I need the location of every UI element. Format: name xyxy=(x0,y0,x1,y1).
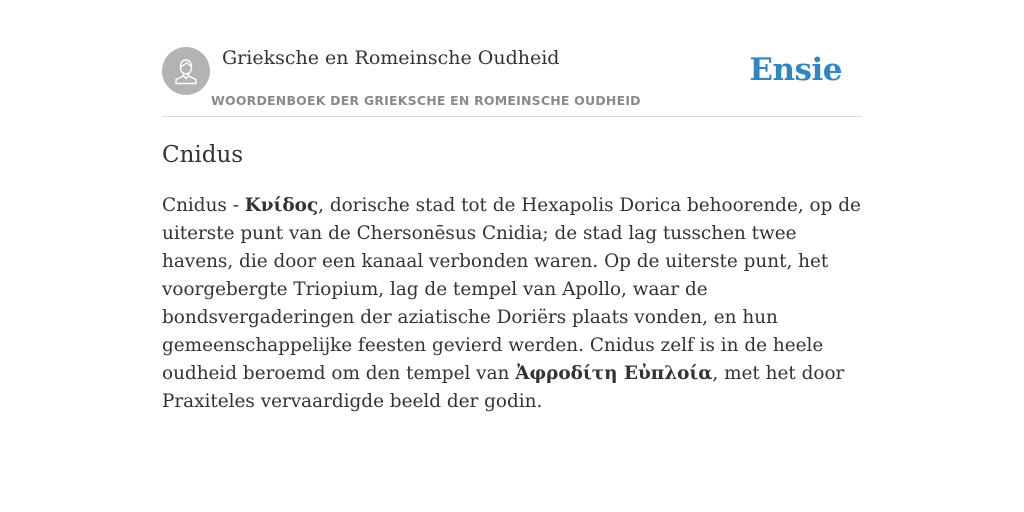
entry-definition xyxy=(162,192,862,416)
entry-title: Cnidus xyxy=(162,142,244,168)
definition-text-intro: Cnidus - xyxy=(162,195,245,216)
definition-text-main: , dorische stad tot de Hexapolis Dorica behoorende, op de uiterste punt van de Chersonēsus Cnidia; de stad lag tusschen twee havens, die door een kanaal verbonden waren. Op de uiterste punt, het voorgebergte Triopium, lag de tempel van Apollo, waar de bondsvergaderingen der aziatische Doriërs plaats vonden, en hun gemeenschappelijke feesten gevierd werden. Cnidus zelf is in de heele oudheid beroemd om den tempel van xyxy=(162,195,861,384)
dictionary-title[interactable]: Grieksche en Romeinsche Oudheid xyxy=(222,47,560,69)
greek-term: Κνίδος xyxy=(244,195,319,216)
dictionary-avatar[interactable] xyxy=(162,47,210,95)
dictionary-subtitle[interactable]: WOORDENBOEK DER GRIEKSCHE EN ROMEINSCHE OUDHEID xyxy=(211,93,641,108)
user-avatar-icon xyxy=(162,47,210,95)
dictionary-header xyxy=(162,46,862,117)
greek-epithet: Ἀφροδίτη Εὐπλοία xyxy=(515,363,713,384)
definition-text-end: , met het door Praxiteles vervaardigde beeld der godin. xyxy=(162,363,845,412)
brand-logo[interactable]: Ensie xyxy=(749,52,842,88)
